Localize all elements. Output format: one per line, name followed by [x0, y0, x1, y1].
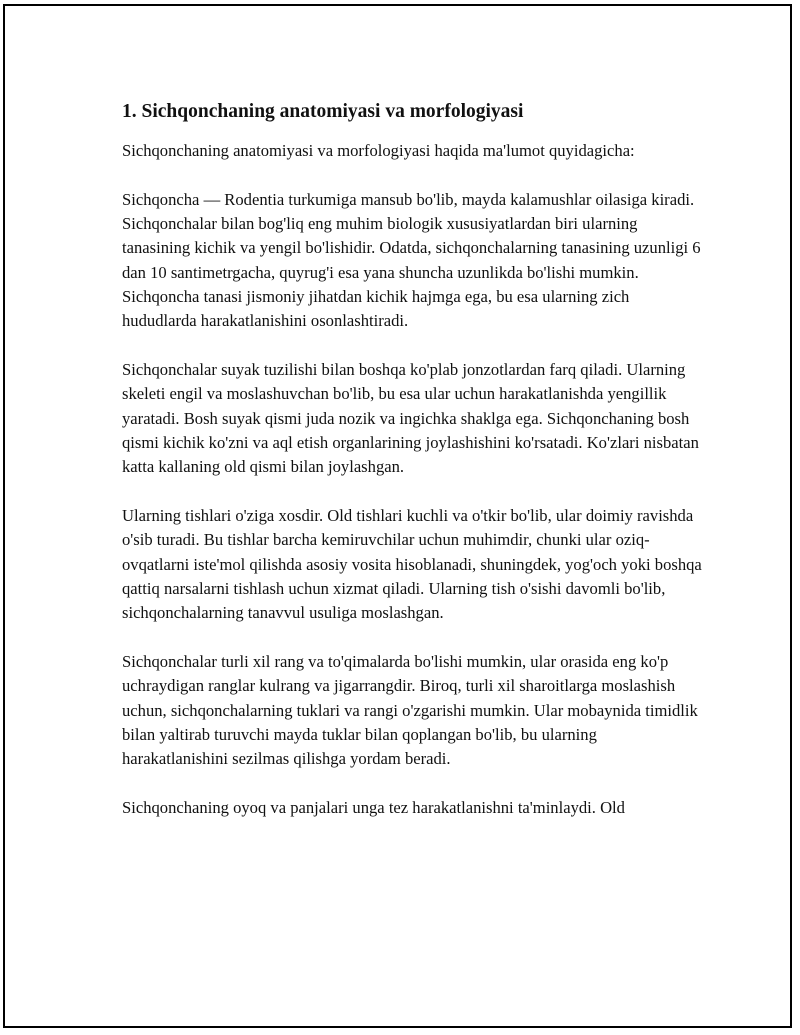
paragraph-skeleton: Sichqonchalar suyak tuzilishi bilan boshqa ko'plab jonzotlardan farq qiladi. Ularning skeleti engil va moslashuvchan bo'lib, bu esa ular uchun harakatlanishda yengillik yaratadi. Bosh suyak qismi juda nozik va ingichka shaklga ega. Sichqonchaning bosh qismi kichik ko'zni va aql etish organlarining joylashishini ko'rsatadi. Ko'zlari nisbatan katta kallaning old qismi bilan joylashgan.	[122, 360, 699, 477]
document-body	[122, 99, 702, 845]
paragraph-taxonomy-size: Sichqoncha — Rodentia turkumiga mansub bo'lib, mayda kalamushlar oilasiga kiradi. Sichqonchalar bilan bog'liq eng muhim biologik xususiyatlardan biri ularning tanasining kichik va yengil bo'lishidir. Odatda, sichqonchalarning tanasining uzunligi 6 dan 10 santimetrgacha, quyrug'i esa yana shuncha uzunlikda bo'lishi mumkin. Sichqoncha tanasi jismoniy jihatdan kichik hajmga ega, bu esa ularning zich hududlarda harakatlanishini osonlashtiradi.	[122, 189, 701, 331]
page-frame	[3, 4, 792, 1028]
paragraph-intro: Sichqonchaning anatomiyasi va morfologiyasi haqida ma'lumot quyidagicha:	[122, 141, 635, 160]
document-title: 1. Sichqonchaning anatomiyasi va morfologiyasi	[122, 101, 524, 122]
paragraph-fur-color: Sichqonchalar turli xil rang va to'qimalarda bo'lishi mumkin, ular orasida eng ko'p uchraydigan ranglar kulrang va jigarrangdir. Biroq, turli xil sharoitlarga moslashish uchun, sichqonchalarning tuklari va rangi o'zgarishi mumkin. Ular mobaynida timidlik bilan yaltirab turuvchi mayda tuklar bilan qoplangan bo'lib, bu ularning harakatlanishini sezilmas qilishga yordam beradi.	[122, 652, 698, 769]
paragraph-legs-partial: Sichqonchaning oyoq va panjalari unga tez harakatlanishni ta'minlaydi. Old	[122, 798, 625, 818]
paragraph-teeth: Ularning tishlari o'ziga xosdir. Old tishlari kuchli va o'tkir bo'lib, ular doimiy ravishda o'sib turadi. Bu tishlar barcha kemiruvchilar uchun muhimdir, chunki ular oziq-ovqatlarni iste'mol qilishda asosiy vosita hisoblanadi, shuningdek, yog'och yoki boshqa qattiq narsalarni tishlash uchun xizmat qiladi. Ularning tish o'sishi davomli bo'lib, sichqonchalarning tanavvul usuliga moslashgan.	[122, 506, 702, 623]
